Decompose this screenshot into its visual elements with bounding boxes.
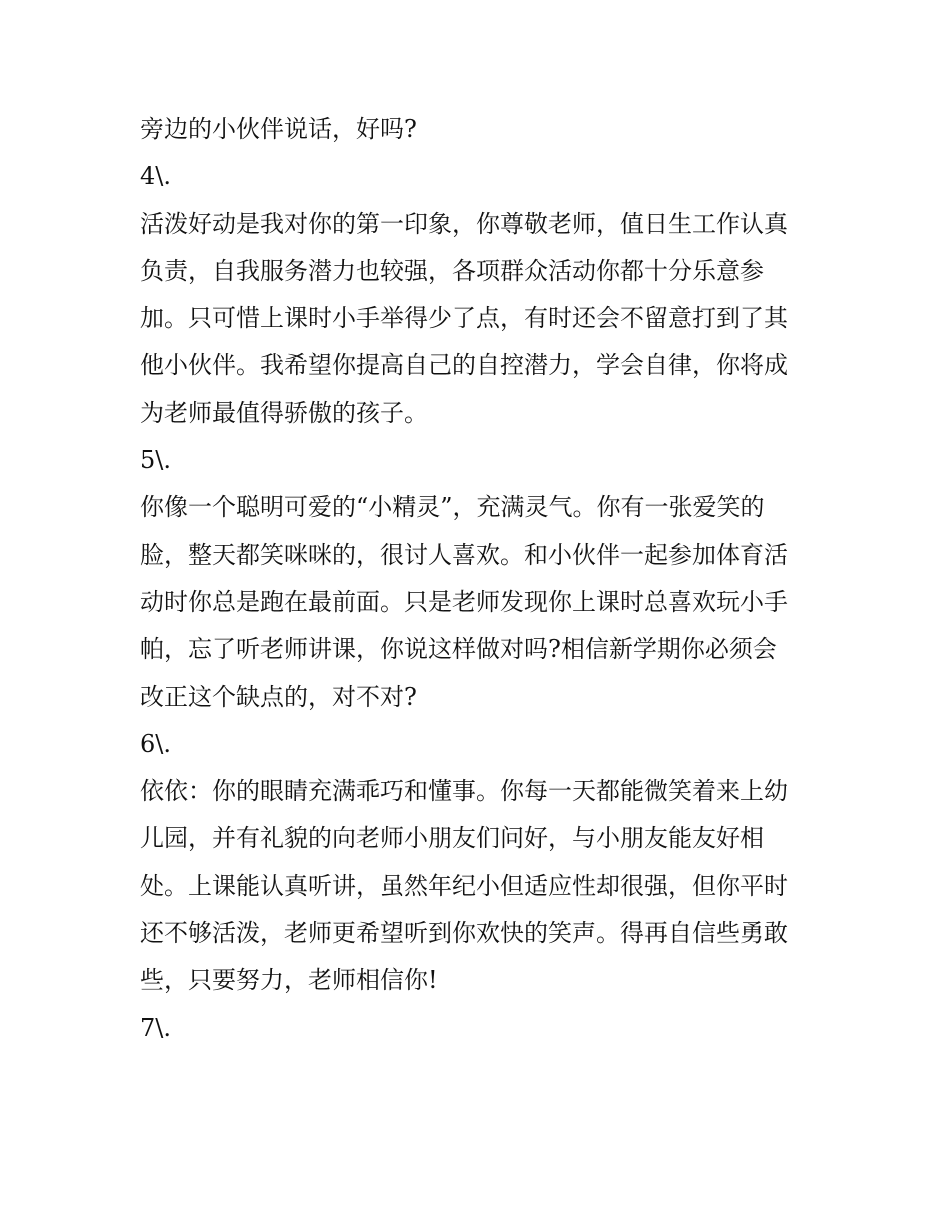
- text-line: 你像一个聪明可爱的“小精灵”，充满灵气。你有一张爱笑的: [140, 493, 765, 522]
- text-line: 改正这个缺点的，对不对?: [140, 682, 417, 711]
- text-line: 活泼好动是我对你的第一印象，你尊敬老师，值日生工作认真: [140, 209, 788, 238]
- text-line: 脸，整天都笑咪咪的，很讨人喜欢。和小伙伴一起参加体育活: [140, 540, 788, 569]
- text-line: 依依：你的眼睛充满乖巧和懂事。你每一天都能微笑着来上幼: [140, 777, 788, 806]
- section-number: 7\.: [140, 1013, 171, 1042]
- text-line: 儿园，并有礼貌的向老师小朋友们问好，与小朋友能友好相: [140, 824, 764, 853]
- text-line: 还不够活泼，老师更希望听到你欢快的笑声。得再自信些勇敢: [140, 919, 788, 948]
- text-line: 处。上课能认真听讲，虽然年纪小但适应性却很强，但你平时: [140, 871, 788, 900]
- section-number: 6\.: [140, 729, 171, 758]
- text-line: 帕，忘了听老师讲课，你说这样做对吗?相信新学期你必须会: [140, 635, 777, 664]
- document-body: [140, 106, 820, 1052]
- text-line: 他小伙伴。我希望你提高自己的自控潜力，学会自律，你将成: [140, 351, 788, 380]
- text-line: 些，只要努力，老师相信你!: [140, 966, 438, 995]
- text-line: 为老师最值得骄傲的孩子。: [140, 398, 428, 427]
- text-line: 旁边的小伙伴说话，好吗?: [140, 115, 417, 143]
- text-line: 加。只可惜上课时小手举得少了点，有时还会不留意打到了其: [140, 304, 788, 333]
- section-number: 4\.: [140, 162, 171, 191]
- text-line: 动时你总是跑在最前面。只是老师发现你上课时总喜欢玩小手: [140, 587, 788, 616]
- text-line: 负责，自我服务潜力也较强，各项群众活动你都十分乐意参: [140, 256, 764, 285]
- section-number: 5\.: [140, 446, 171, 475]
